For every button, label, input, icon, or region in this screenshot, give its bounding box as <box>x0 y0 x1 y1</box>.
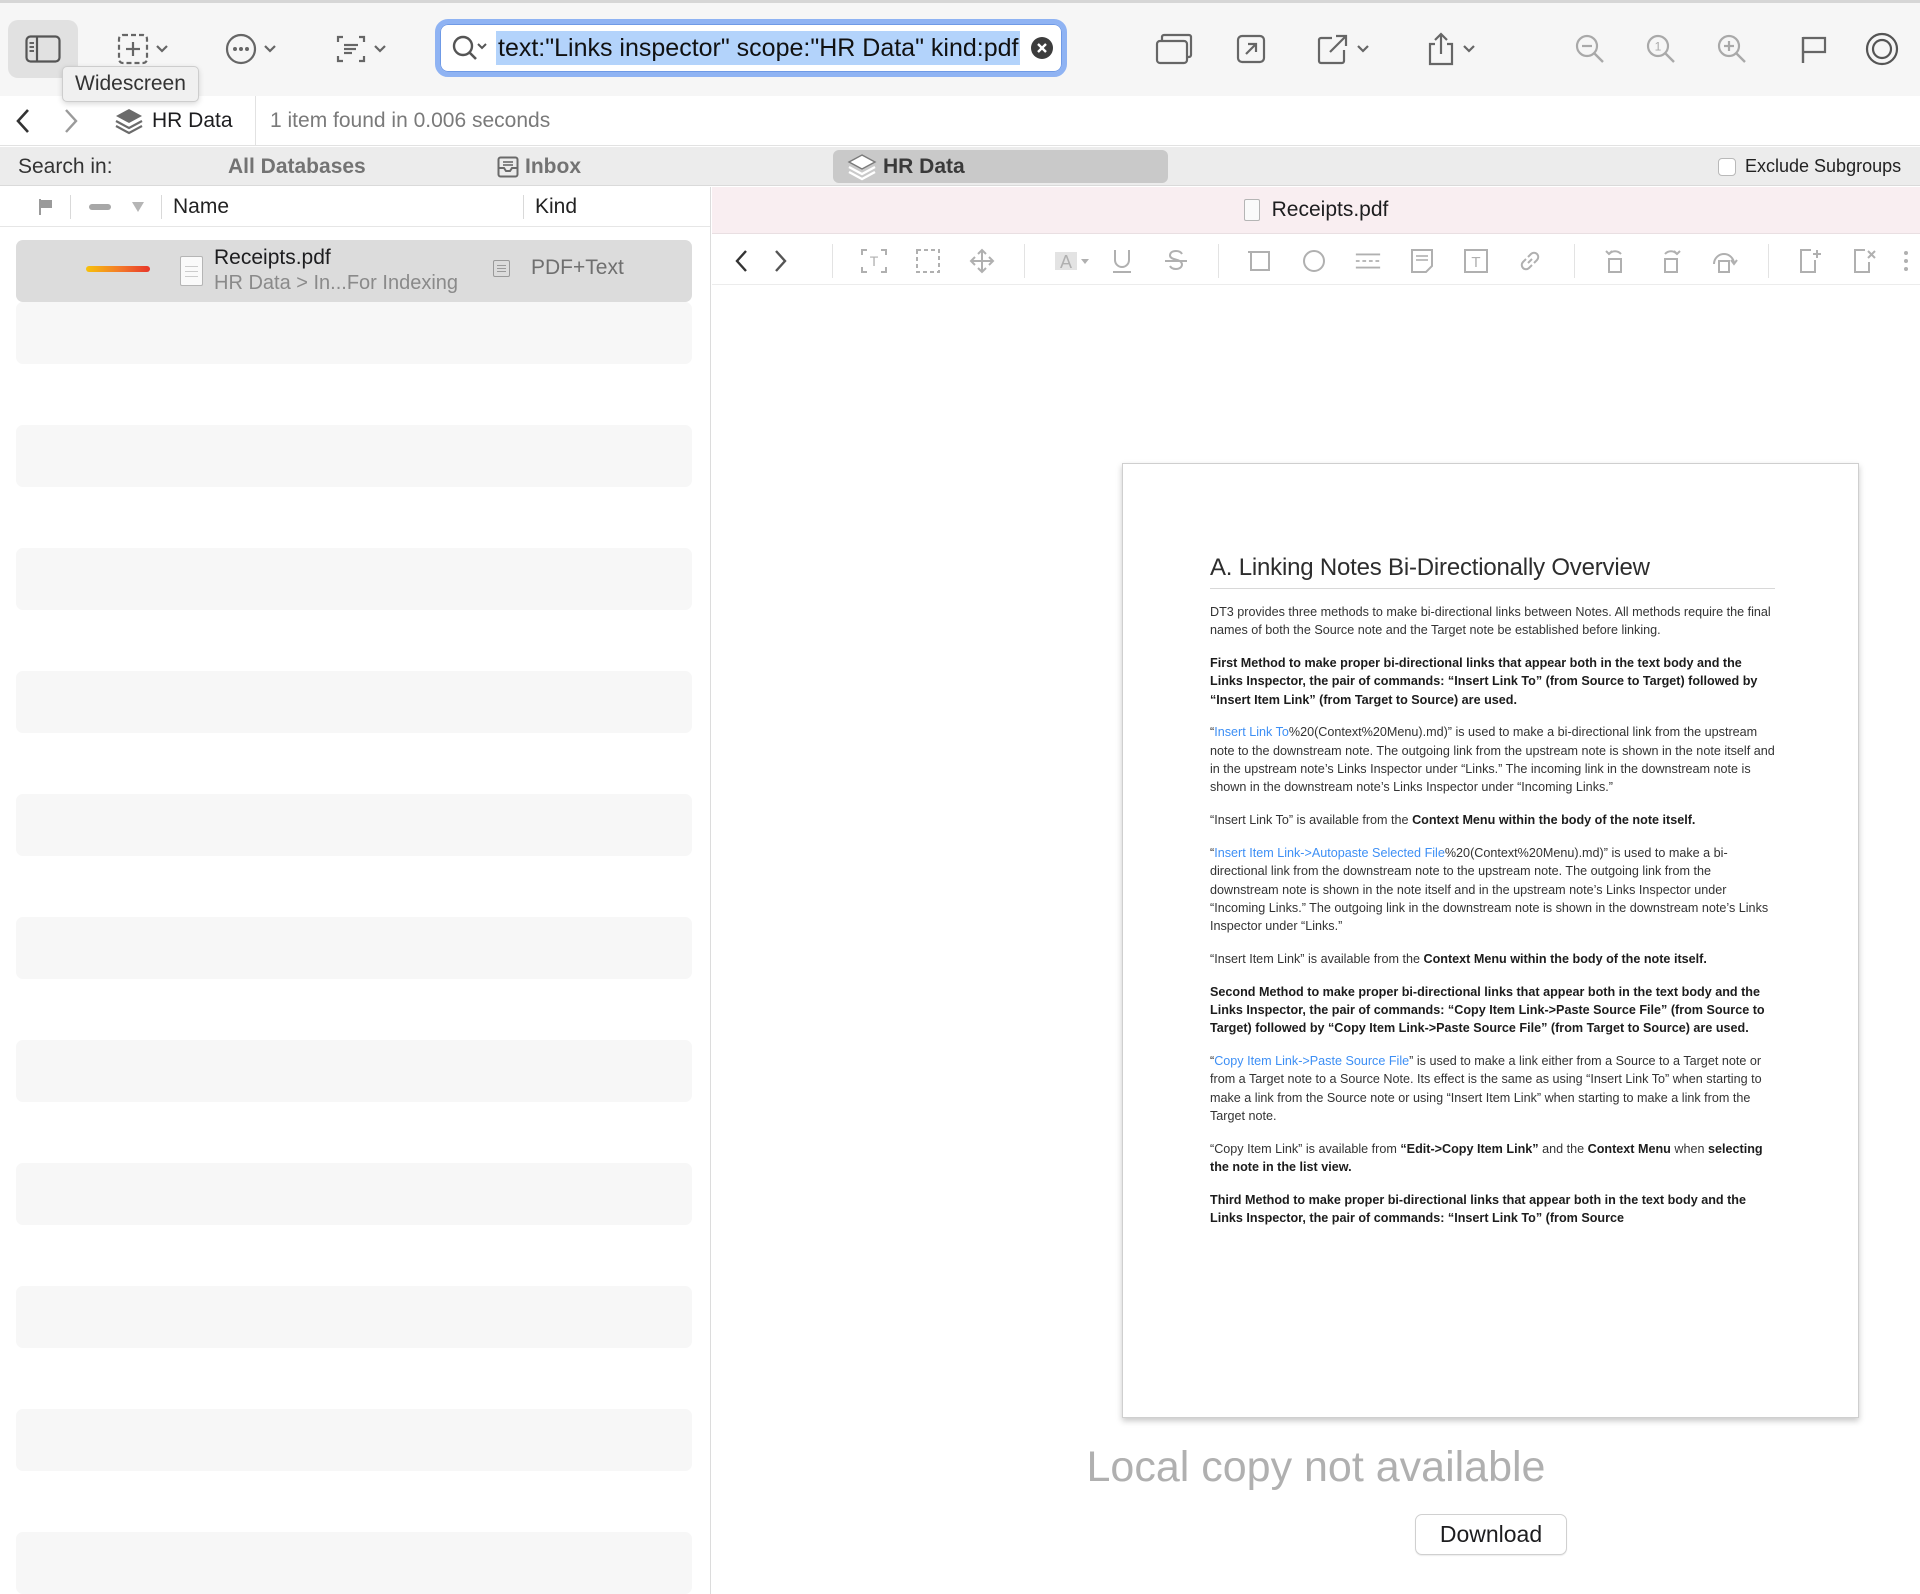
clear-search-icon[interactable] <box>1022 35 1062 61</box>
pdf-text: and the <box>1538 1141 1588 1156</box>
line-tool[interactable] <box>1354 247 1382 275</box>
empty-row <box>16 548 692 610</box>
link-icon <box>1517 248 1543 274</box>
pdf-paragraph <box>1210 950 1775 968</box>
search-in-label: Search in: <box>18 155 113 178</box>
previous-page-button[interactable] <box>728 247 756 275</box>
pdf-paragraph: First Method to make proper bi-directional links that appear both in the text body and the Links Inspector, the pair of commands: “Insert Link To” (from Source to Target) followed by “Insert Item Link” (from Target to Source) are used. <box>1210 656 1758 707</box>
open-with-button[interactable] <box>1308 20 1378 78</box>
empty-row <box>16 425 692 487</box>
pdf-paragraph: DT3 provides three methods to make bi-directional links between Notes. All methods require the final names of both the Source note and the Target note be established before linking. <box>1210 605 1771 638</box>
rotate-right-icon <box>1657 248 1683 274</box>
scope-inbox[interactable] <box>497 150 581 183</box>
underline-tool[interactable] <box>1108 247 1136 275</box>
underline-icon <box>1110 248 1134 274</box>
state-column-header[interactable] <box>130 195 146 219</box>
move-arrows-icon <box>969 248 995 274</box>
empty-row <box>16 671 692 733</box>
pdf-text: ” is used to make a link either from a Source to a Target note or from a Target note to a Source Note. Its effect is the same as using “Insert Link To” when starting to make a link from the Source note or using “Insert Item Link” when starting to make a link from the Target note. <box>1210 1054 1762 1124</box>
exclude-subgroups-label: Exclude Subgroups <box>1745 156 1902 176</box>
exclude-subgroups-option[interactable] <box>1718 147 1901 186</box>
row-filename: Receipts.pdf <box>214 246 331 269</box>
svg-text:1: 1 <box>1654 39 1662 54</box>
inspector-icon <box>1865 32 1899 66</box>
inspector-button[interactable] <box>1864 20 1900 78</box>
main-toolbar <box>0 0 1920 96</box>
text-select-tool[interactable] <box>860 247 888 275</box>
divider <box>1574 244 1575 278</box>
pdf-text: %20(Context%20Menu).md)” is used to make a bi-directional link from the downstream note to the upstream note. The outgoing link from the downstream note is shown in the note itself and in the upstream note’s Links Inspector under “Incoming Links.” The outgoing link in the downstream note is shown in the downstream note’s Links Inspector under “Links.” <box>1210 845 1769 934</box>
oval-shape-tool[interactable] <box>1300 247 1328 275</box>
scope-hr-data[interactable] <box>833 150 1168 183</box>
chevron-left-icon <box>734 249 750 273</box>
search-status: 1 item found in 0.006 seconds <box>270 109 551 132</box>
text-selection-icon <box>860 248 888 274</box>
divider <box>832 244 833 278</box>
name-column-header[interactable]: Name <box>173 195 230 218</box>
marquee-select-icon <box>915 248 941 274</box>
more-actions-button[interactable] <box>218 20 284 78</box>
back-button[interactable] <box>8 106 38 136</box>
document-title: Receipts.pdf <box>1271 198 1389 221</box>
zoom-out-button[interactable] <box>1572 20 1608 78</box>
strikethrough-tool[interactable] <box>1162 247 1190 275</box>
sidebar-icon <box>25 35 61 63</box>
text-layer-icon <box>493 260 510 277</box>
chevron-down-icon <box>1356 44 1370 54</box>
kind-column-header[interactable]: Kind <box>535 195 578 218</box>
pdf-link[interactable]: Insert Item Link->Autopaste Selected File <box>1214 845 1445 860</box>
windows-button[interactable] <box>1152 20 1196 78</box>
pdf-link[interactable]: Insert Link To <box>1214 725 1289 740</box>
pdf-text: “Insert Link To” is available from the <box>1210 813 1413 828</box>
text-box-tool[interactable] <box>1462 247 1490 275</box>
forward-button[interactable] <box>56 106 86 136</box>
actual-size-button[interactable] <box>1643 20 1679 78</box>
pdf-paragraph: “Copy Item Link->Paste Source File” is used to make a link either from a Source to a Target note or from a Target note to a Source Note. Its effect is the same as using “Insert Link To” when starting to make a link from the Source note or using “Insert Item Link” when starting to make a link from the Target note. <box>1210 1054 1762 1124</box>
rotate-right-button[interactable] <box>1656 247 1684 275</box>
svg-text:A: A <box>1059 252 1073 272</box>
database-stack-icon <box>847 153 877 181</box>
open-in-icon <box>1316 32 1350 66</box>
chevron-right-icon <box>62 108 80 134</box>
unavailable-message: Local copy not available <box>1086 1443 1546 1491</box>
chevron-down-icon <box>263 44 277 54</box>
triangle-down-icon <box>130 200 146 214</box>
row-kind: PDF+Text <box>531 256 624 279</box>
search-icon[interactable] <box>444 33 496 63</box>
share-button[interactable] <box>1418 20 1484 78</box>
rectangle-shape-tool[interactable] <box>1246 247 1274 275</box>
pdf-text: %20(Context%20Menu).md)” is used to make a bi-directional link from the upstream note to the downstream note. The outgoing link from the upstream note is shown in the note itself and in the upstream note’s Links Inspector under “Links.” The incoming link in the downstream note is shown in the downstream note’s Links Inspector under “Incoming Links.” <box>1210 725 1775 795</box>
empty-row <box>16 1532 692 1594</box>
scope-all-databases-label: All Databases <box>228 155 366 178</box>
document-title-bar <box>712 187 1920 234</box>
file-icon <box>180 256 203 286</box>
pdf-heading: A. Linking Notes Bi-Directionally Overview <box>1210 554 1775 589</box>
pdf-paragraph: “Insert Item Link->Autopaste Selected File%20(Context%20Menu).md)” is used to make a bi-directional link from the downstream note to the upstream note. The outgoing link from the downstream note is shown in the note itself and in the upstream note’s Links Inspector under “Incoming Links.” The outgoing link in the downstream note is shown in the downstream note’s Links Inspector under “Links.” <box>1210 845 1769 934</box>
highlight-text-icon <box>1053 248 1091 274</box>
pdf-text: “Insert Item Link” is available from the <box>1210 951 1424 966</box>
link-tool[interactable] <box>1516 247 1544 275</box>
database-stack-icon <box>114 106 144 136</box>
pdf-page-content <box>1210 554 1775 1242</box>
list-column-header <box>0 187 711 227</box>
rotate-left-button[interactable] <box>1602 247 1630 275</box>
divider <box>1024 244 1025 278</box>
inbox-icon <box>497 156 519 178</box>
divider <box>1768 244 1769 278</box>
chevron-down-icon <box>1462 44 1476 54</box>
rectangle-icon <box>1247 248 1273 274</box>
strikethrough-icon <box>1163 248 1189 274</box>
chevron-right-icon <box>772 249 788 273</box>
delete-page-button[interactable] <box>1850 247 1878 275</box>
ellipsis-circle-icon <box>225 33 257 65</box>
empty-row <box>16 1286 692 1348</box>
pdf-link[interactable]: Copy Item Link->Paste Source File <box>1214 1054 1410 1069</box>
breadcrumb-database[interactable] <box>114 104 233 138</box>
next-page-button[interactable] <box>766 247 794 275</box>
search-field[interactable] <box>435 19 1067 77</box>
pdf-text: Context Menu within the body of the note itself. <box>1423 951 1707 966</box>
chevron-down-icon <box>155 44 169 54</box>
empty-row <box>16 1040 692 1102</box>
pdf-text: selecting the note in the list view. <box>1210 1141 1763 1175</box>
pdf-paragraph: “Insert Link To%20(Context%20Menu).md)” is used to make a bi-directional link from the upstream note to the downstream note. The outgoing link from the upstream note is shown in the note itself and in the upstream note’s Links Inspector under “Links.” The incoming link in the downstream note is shown in the downstream note’s Links Inspector under “Incoming Links.” <box>1210 725 1775 795</box>
flag-icon <box>1799 34 1829 64</box>
divider <box>255 96 256 146</box>
line-style-icon <box>1354 248 1382 274</box>
search-query-text[interactable]: text:"Links inspector" scope:"HR Data" kind:pdf <box>496 31 1020 65</box>
pdf-page-preview <box>1122 463 1859 1418</box>
document-viewer <box>712 187 1920 1594</box>
label-column-header[interactable] <box>88 195 112 219</box>
scope-hr-data-label: HR Data <box>883 155 965 178</box>
flag-button[interactable] <box>1796 20 1832 78</box>
pdf-paragraph: Third Method to make proper bi-directional links that appear both in the text body and the Links Inspector, the pair of commands: “Insert Link To” (from Source <box>1210 1192 1746 1226</box>
row-location: HR Data > In...For Indexing <box>214 272 459 294</box>
move-tool[interactable] <box>968 247 996 275</box>
rotate-left-icon <box>1603 248 1629 274</box>
more-tools-handle[interactable] <box>1898 247 1914 275</box>
rectangle-select-tool[interactable] <box>914 247 942 275</box>
empty-row <box>16 794 692 856</box>
pdf-paragraph <box>1210 1140 1775 1177</box>
rotate-page-button[interactable] <box>1710 247 1738 275</box>
empty-row <box>16 917 692 979</box>
pdf-text: Context Menu <box>1587 1141 1671 1156</box>
delete-page-icon <box>1851 248 1877 274</box>
table-row[interactable] <box>16 240 692 302</box>
pdf-text: “Copy Item Link” is available from <box>1210 1141 1401 1156</box>
flag-column-header[interactable] <box>38 195 54 219</box>
scope-inbox-label: Inbox <box>525 155 581 178</box>
zoom-in-icon <box>1716 33 1748 65</box>
view-options-button[interactable] <box>328 20 394 78</box>
divider <box>523 195 524 219</box>
breadcrumb-database-label: HR Data <box>152 109 233 132</box>
zoom-in-button[interactable] <box>1714 20 1750 78</box>
svg-text:T: T <box>1471 254 1481 271</box>
empty-row <box>16 1163 692 1225</box>
text-box-icon <box>1463 248 1489 274</box>
empty-row <box>16 302 692 364</box>
add-box-icon <box>117 33 149 65</box>
file-icon <box>1244 199 1260 221</box>
chevron-left-icon <box>14 108 32 134</box>
label-pill-icon <box>88 202 112 212</box>
exclude-subgroups-checkbox[interactable] <box>1718 158 1736 176</box>
chevron-down-icon <box>373 44 387 54</box>
note-tool[interactable] <box>1408 247 1436 275</box>
color-label-bar <box>86 266 150 272</box>
result-rows <box>16 240 692 1594</box>
divider <box>70 195 71 219</box>
zoom-out-icon <box>1574 33 1606 65</box>
open-external-icon <box>1236 34 1266 64</box>
pdf-paragraph <box>1210 811 1775 829</box>
scope-all-databases[interactable] <box>228 150 366 183</box>
results-list <box>0 187 711 1594</box>
open-externally-button[interactable] <box>1232 20 1270 78</box>
widescreen-tooltip: Widescreen <box>62 66 199 102</box>
pdf-paragraph: Second Method to make proper bi-directional links that appear both in the text body and the Links Inspector, the pair of commands: “Copy Item Link->Paste Source File” (from Source to Target) followed by “Copy Item Link->Paste Source File” (from Target to Source) are used. <box>1210 984 1765 1036</box>
drag-handle-icon <box>1902 248 1910 274</box>
pdf-annotation-toolbar <box>712 235 1920 285</box>
search-scope-bar <box>0 147 1920 186</box>
highlight-tool[interactable] <box>1052 247 1092 275</box>
flag-icon <box>38 198 54 216</box>
share-icon <box>1426 32 1456 66</box>
pdf-text: Context Menu within the body of the note itself. <box>1412 813 1696 828</box>
circle-icon <box>1301 248 1327 274</box>
text-scan-icon <box>335 33 367 65</box>
note-icon <box>1410 248 1434 274</box>
pdf-text: when <box>1670 1141 1708 1156</box>
divider <box>161 195 162 219</box>
download-button[interactable]: Download <box>1415 1514 1567 1555</box>
pdf-text: “Edit->Copy Item Link” <box>1400 1141 1539 1156</box>
svg-text:T: T <box>869 253 879 269</box>
rotate-page-icon <box>1710 248 1738 274</box>
empty-row <box>16 1409 692 1471</box>
actual-size-icon <box>1645 33 1677 65</box>
divider <box>1218 244 1219 278</box>
path-bar <box>0 96 1920 146</box>
stacked-windows-icon <box>1155 33 1193 65</box>
insert-page-button[interactable] <box>1796 247 1824 275</box>
add-page-icon <box>1797 248 1823 274</box>
